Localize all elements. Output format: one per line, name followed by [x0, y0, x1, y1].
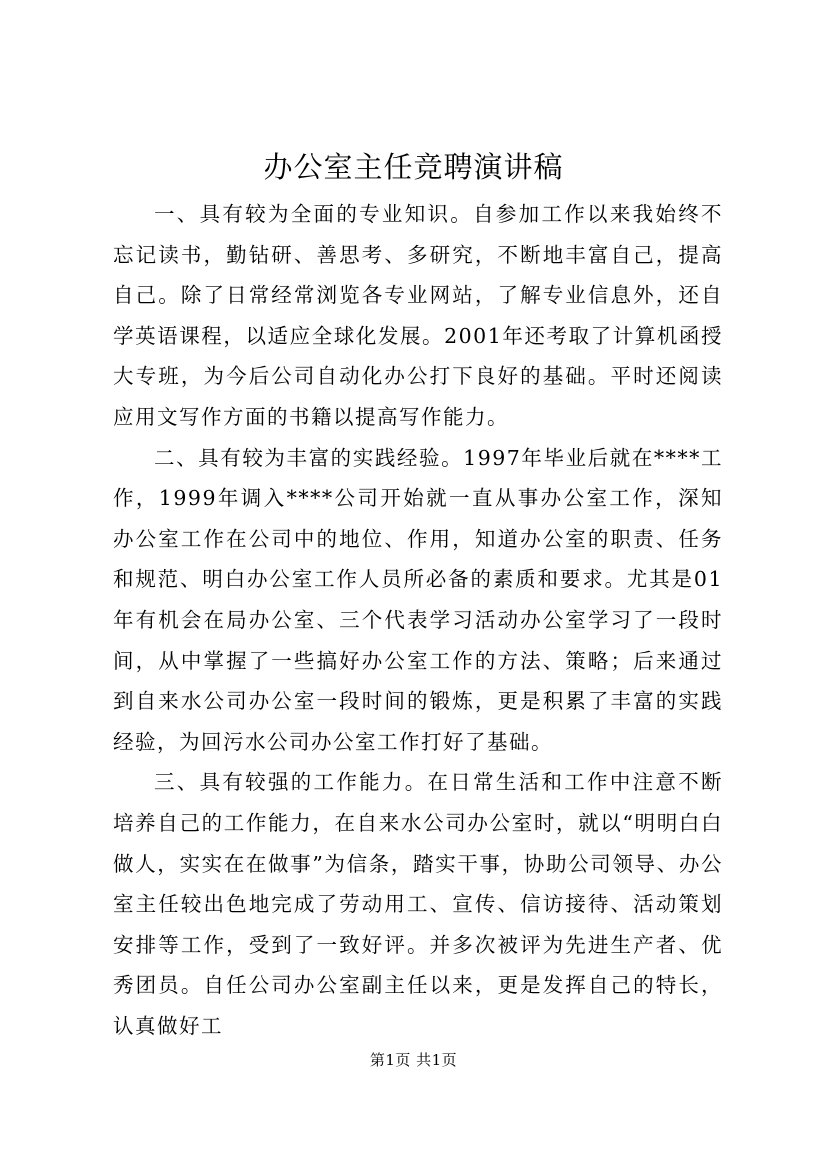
page-footer: 第1页 共1页: [369, 1051, 458, 1069]
paragraph-professional-knowledge: 一、具有较为全面的专业知识。自参加工作以来我始终不忘记读书，勤钻研、善思考、多研究，不断地丰富自己，提高自己。除了日常经常浏览各专业网站，了解专业信息外，还自学英语课程，以适应全球化发展。2001年还考取了计算机函授大专班，为今后公司自动化办公打下良好的基础。平时还阅读应用文写作方面的书籍以提高写作能力。: [113, 202, 723, 429]
document-title: 办公室主任竞聘演讲稿: [263, 150, 564, 184]
document-body: [113, 194, 723, 1046]
paragraph-work-ability: 三、具有较强的工作能力。在日常生活和工作中注意不断培养自己的工作能力，在自来水公司办公室时，就以“明明白白做人，实实在在做事”为信条，踏实干事，协助公司领导、办公室主任较出色地完成了劳动用工、宣传、信访接待、活动策划安排等工作，受到了一致好评。并多次被评为先进生产者、优秀团员。自任公司办公室副主任以来，更是发挥自己的特长，认真做好工: [113, 770, 723, 1038]
paragraph-practical-experience: 二、具有较为丰富的实践经验。1997年毕业后就在****工作，1999年调入****公司开始就一直从事办公室工作，深知办公室工作在公司中的地位、作用，知道办公室的职责、任务和规范、明白办公室工作人员所必备的素质和要求。尤其是01年有机会在局办公室、三个代表学习活动办公室学习了一段时间，从中掌握了一些搞好办公室工作的方法、策略；后来通过到自来水公司办公室一段时间的锻炼，更是积累了丰富的实践经验，为回污水公司办公室工作打好了基础。: [113, 445, 723, 754]
